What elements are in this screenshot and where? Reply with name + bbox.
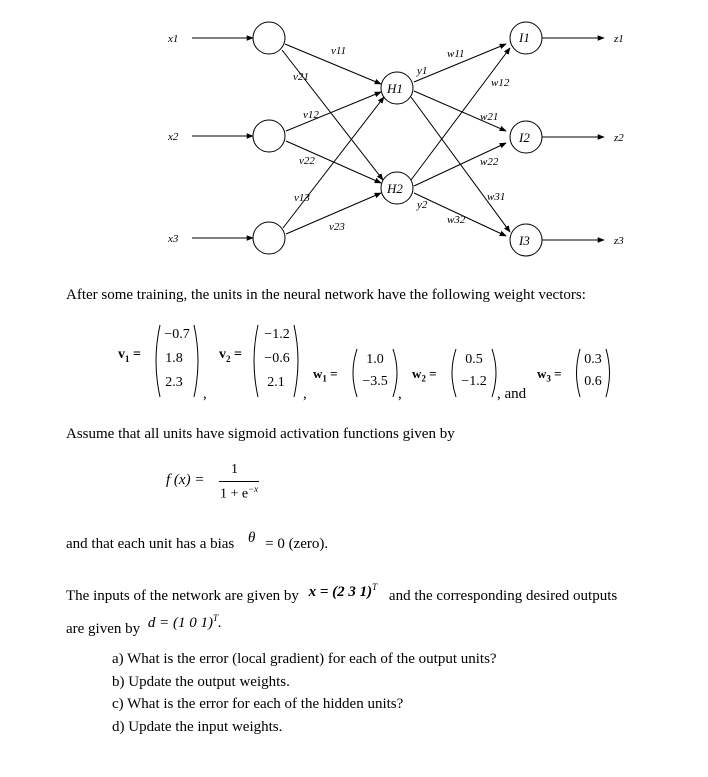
label-z3: z3 — [614, 235, 624, 247]
label-w11: w11 — [447, 48, 465, 60]
w1-value-1: 1.0 — [366, 352, 384, 367]
neural-network-diagram — [0, 0, 708, 270]
label-i1: I1 — [519, 30, 530, 45]
fraction-bar — [219, 481, 259, 482]
label-w21: w21 — [480, 111, 499, 123]
label-x3: x3 — [168, 233, 179, 245]
w3-label: $w_3$ = — [537, 366, 562, 384]
edge-in1-h2 — [282, 50, 383, 180]
label-z2: z2 — [614, 132, 624, 144]
label-v22: v22 — [299, 155, 315, 167]
question-c: c) What is the error for each of the hidden units? — [112, 696, 404, 712]
v1-label: $v_1$ = — [118, 347, 141, 364]
sigmoid-intro: Assume that all units have sigmoid activation functions given by — [66, 426, 455, 442]
input-node-2 — [253, 120, 285, 152]
v1-value-1: −0.7 — [164, 327, 190, 342]
v1-value-3: 2.3 — [165, 375, 183, 390]
label-i2: I2 — [519, 130, 530, 145]
and-text: , and — [497, 386, 527, 402]
label-w12: w12 — [491, 77, 510, 89]
label-w32: w32 — [447, 214, 466, 226]
v1-value-2: 1.8 — [165, 351, 183, 366]
w2-value-1: 0.5 — [465, 352, 483, 367]
v2-label: $v_2$ = — [219, 347, 242, 364]
theta-symbol: θ — [248, 530, 256, 546]
question-list — [112, 648, 497, 738]
comma-1: , — [203, 386, 207, 402]
edge-in2-h1 — [286, 92, 381, 131]
label-w31: w31 — [487, 191, 506, 203]
question-d: d) Update the input weights. — [112, 718, 283, 735]
input-node-1 — [253, 22, 285, 54]
label-v11: v11 — [331, 45, 347, 57]
inputs-line: The inputs of the network are given by x = (2 3 1)$^T$ and the corresponding desired outputs — [66, 582, 618, 604]
comma-3: , — [398, 386, 402, 402]
w3-value-2: 0.6 — [584, 374, 602, 389]
outputs-line: are given by d = (1 0 1)$^T$. — [66, 613, 222, 637]
comma-2: , — [303, 386, 307, 402]
label-v13: v13 — [294, 192, 310, 204]
w1-value-2: −3.5 — [362, 374, 388, 389]
intro-text: After some training, the units in the neural network have the following weight vectors: — [66, 287, 586, 303]
label-x1: x1 — [168, 33, 179, 45]
label-v23: v23 — [329, 221, 345, 233]
label-y2: y2 — [417, 199, 428, 211]
question-b: b) Update the output weights. — [112, 673, 290, 690]
w1-label: $w_1$ = — [313, 366, 338, 384]
label-z1: z1 — [614, 33, 624, 45]
sigmoid-numerator: 1 — [231, 462, 238, 477]
question-a: a) What is the error (local gradient) for each of the output units? — [112, 651, 497, 667]
v2-value-1: −1.2 — [264, 327, 290, 342]
bias-text: and that each unit has a bias θ = 0 (zero). — [66, 530, 329, 552]
input-node-3 — [253, 222, 285, 254]
label-x2: x2 — [168, 131, 179, 143]
label-w22: w22 — [480, 156, 499, 168]
v2-value-3: 2.1 — [267, 375, 285, 390]
x-vector: x = (2 3 1)$^T$ — [308, 582, 378, 600]
label-i3: I3 — [519, 233, 530, 248]
w3-value-1: 0.3 — [584, 352, 602, 367]
sigmoid-lhs: f (x) = — [166, 472, 205, 488]
w2-label: $w_2$ = — [412, 366, 437, 384]
label-y1: y1 — [417, 65, 428, 77]
sigmoid-denominator: $1 + e^{-x}$ — [220, 484, 259, 502]
label-h2: H2 — [387, 181, 403, 196]
label-v12: v12 — [303, 109, 319, 121]
d-vector: d = (1 0 1)$^T$. — [147, 613, 222, 631]
label-v21: v21 — [293, 71, 309, 83]
label-h1: H1 — [387, 81, 403, 96]
w2-value-2: −1.2 — [461, 374, 487, 389]
v2-value-2: −0.6 — [264, 351, 290, 366]
